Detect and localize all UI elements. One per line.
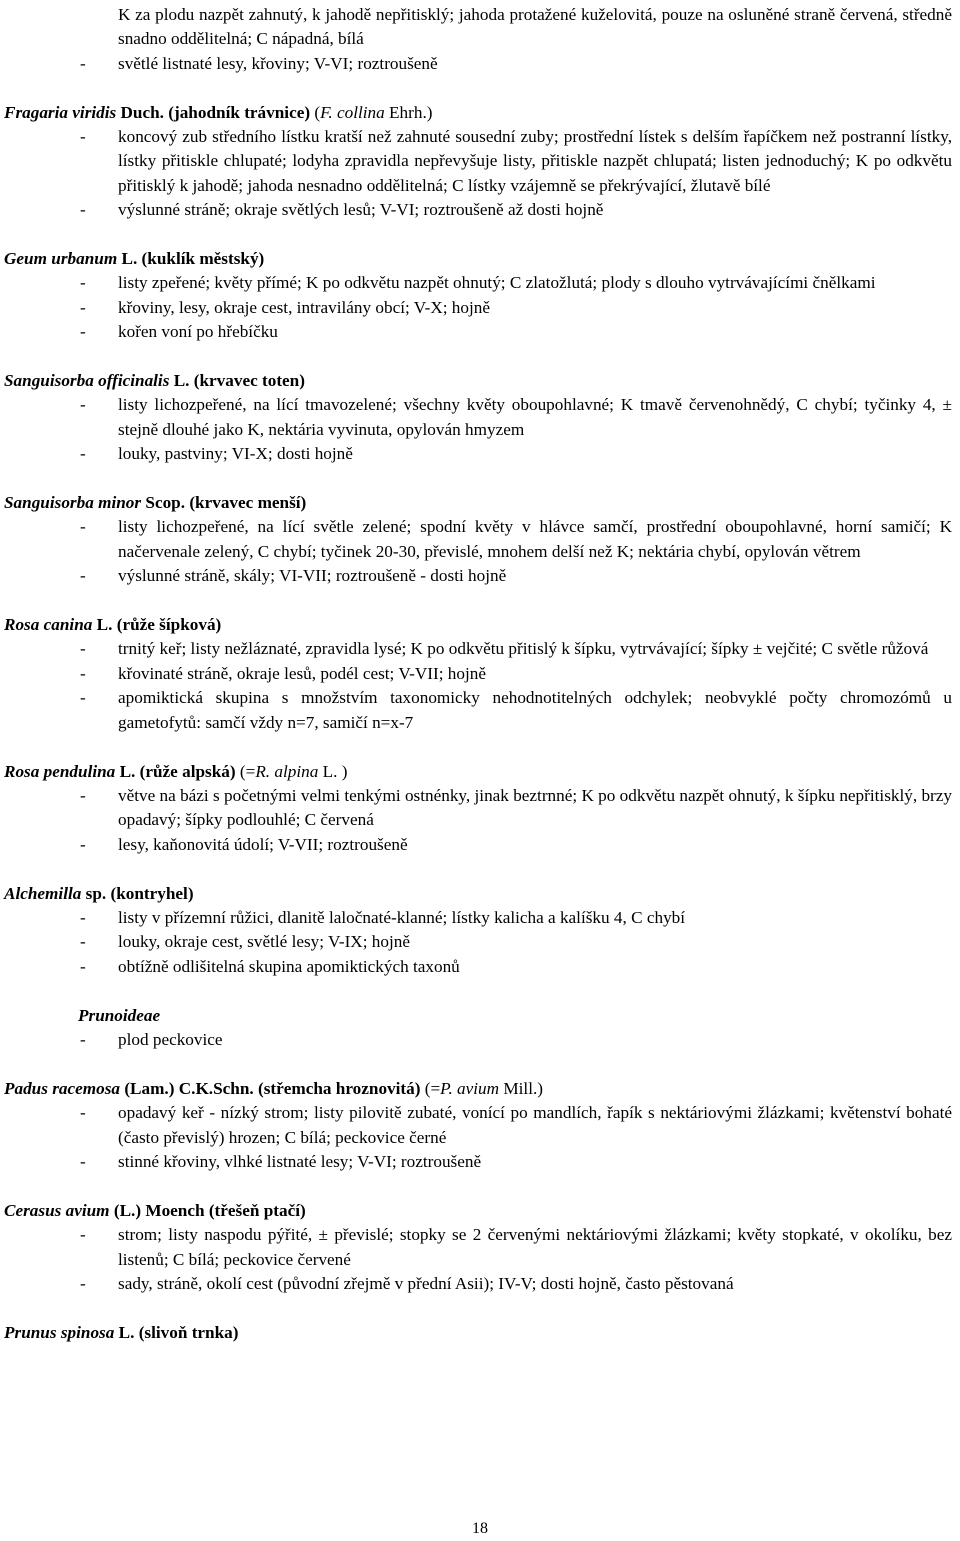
item-text: kořen voní po hřebíčku — [118, 322, 278, 342]
bullet-dash: - — [80, 322, 86, 342]
continuation-text: K za plodu nazpět zahnutý, k jahodě nepřitisklý; jahoda protažené kuželovitá, pouze na osluněné straně červená, středně snadno oddělitelná; C nápadná, bílá — [118, 5, 952, 49]
bullet-dash: - — [80, 932, 86, 952]
species-entry — [0, 1004, 960, 1053]
species-notes — [0, 393, 960, 466]
species-name: Rosa canina — [4, 615, 93, 635]
bullet-dash: - — [80, 200, 86, 220]
bullet-dash: - — [80, 688, 86, 708]
species-name: Padus racemosa — [4, 1078, 121, 1098]
bullet-dash: - — [80, 517, 86, 537]
species-heading — [0, 1077, 960, 1101]
item-text: křovinaté stráně, okraje lesů, podél cest; V-VII; hojně — [118, 663, 486, 683]
bullet-dash: - — [80, 1273, 86, 1293]
list-item — [0, 52, 960, 76]
item-text: listy v přízemní růžici, dlanitě laločnaté-klanné; lístky kalicha a kalíšku 4, C chybí — [118, 907, 686, 927]
bullet-dash: - — [80, 1103, 86, 1123]
species-notes — [0, 906, 960, 979]
list-item — [0, 564, 960, 588]
heading-part: (= — [424, 1078, 441, 1098]
species-entry — [0, 101, 960, 223]
item-text: opadavý keř - nízký strom; listy pilovitě zubaté, vonící po mandlích, řapík s nektáriovými žlázkami; květenství bohaté (často převislý) hrozen; C bílá; peckovice černé — [118, 1103, 952, 1147]
species-name: Cerasus avium — [4, 1200, 110, 1220]
species-notes — [0, 125, 960, 223]
heading-part: (Lam.) C.K.Schn. (střemcha hroznovitá) — [120, 1078, 425, 1098]
item-text: výslunné stráně; okraje světlých lesů; V-VI; roztroušeně až dosti hojně — [118, 200, 604, 220]
list-item — [0, 784, 960, 833]
bullet-dash: - — [80, 444, 86, 464]
species-heading — [0, 760, 960, 784]
list-item — [0, 1223, 960, 1272]
item-text: výslunné stráně, skály; VI-VII; roztroušeně - dosti hojně — [118, 566, 507, 586]
bullet-dash: - — [80, 566, 86, 586]
species-notes — [0, 637, 960, 735]
list-item — [0, 320, 960, 344]
item-text: louky, pastviny; VI-X; dosti hojně — [118, 444, 353, 464]
list-item — [0, 393, 960, 442]
item-text: sady, stráně, okolí cest (původní zřejmě v přední Asii); IV-V; dosti hojně, často pěstovaná — [118, 1273, 734, 1293]
item-text: louky, okraje cest, světlé lesy; V-IX; hojně — [118, 932, 410, 952]
species-entry — [0, 247, 960, 345]
heading-part: (L.) Moench (třešeň ptačí) — [109, 1200, 306, 1220]
list-item — [0, 442, 960, 466]
heading-part: R. alpina — [255, 761, 319, 781]
species-name: Prunus spinosa — [4, 1322, 115, 1342]
species-notes — [0, 1101, 960, 1174]
species-notes — [0, 784, 960, 857]
heading-part: Scop. (krvavec menší) — [141, 493, 307, 513]
species-name: Fragaria viridis — [4, 102, 117, 122]
species-entry — [0, 1321, 960, 1345]
species-name: Geum urbanum — [4, 249, 118, 269]
bullet-dash: - — [80, 395, 86, 415]
bullet-dash: - — [80, 663, 86, 683]
item-text: trnitý keř; listy nežláznaté, zpravidla lysé; K po odkvětu přitislý k šípku, vytrvávající; šípky ± vejčité; C světle růžová — [118, 639, 929, 659]
item-text: křoviny, lesy, okraje cest, intravilány obcí; V-X; hojně — [118, 297, 490, 317]
heading-part: P. avium — [440, 1078, 500, 1098]
bullet-dash: - — [80, 639, 86, 659]
list-item — [0, 930, 960, 954]
list-item — [0, 271, 960, 295]
species-entry — [0, 882, 960, 980]
list-item — [0, 1272, 960, 1296]
list-item — [0, 955, 960, 979]
species-notes — [0, 1223, 960, 1296]
item-text: světlé listnaté lesy, křoviny; V-VI; roztroušeně — [118, 53, 438, 73]
species-entry — [0, 613, 960, 735]
item-text: listy zpeřené; květy přímé; K po odkvětu nazpět ohnutý; C zlatožlutá; plody s dlouho vytrvávajícími čnělkami — [118, 273, 876, 293]
heading-part: Ehrh.) — [384, 102, 433, 122]
species-name: Sanguisorba minor — [4, 493, 142, 513]
species-heading — [0, 1321, 960, 1345]
heading-part: L. (krvavec toten) — [169, 371, 305, 391]
list-item — [0, 637, 960, 661]
intro-list — [0, 52, 960, 76]
list-item — [0, 906, 960, 930]
species-heading — [0, 247, 960, 271]
bullet-dash: - — [80, 1151, 86, 1171]
species-entry — [0, 1077, 960, 1175]
species-notes — [0, 1028, 960, 1052]
heading-part: L. (kuklík městský) — [117, 249, 265, 269]
list-item — [0, 296, 960, 320]
item-text: plod peckovice — [118, 1029, 223, 1049]
species-heading — [0, 1004, 960, 1028]
list-item — [0, 662, 960, 686]
list-item — [0, 515, 960, 564]
species-name: Sanguisorba officinalis — [4, 371, 170, 391]
species-entry — [0, 760, 960, 858]
bullet-dash: - — [80, 956, 86, 976]
species-heading — [0, 882, 960, 906]
bullet-dash: - — [80, 1225, 86, 1245]
bullet-dash: - — [80, 127, 86, 147]
list-item — [0, 686, 960, 735]
species-notes — [0, 515, 960, 588]
bullet-dash: - — [80, 785, 86, 805]
heading-part: L. (slivoň trnka) — [114, 1322, 239, 1342]
bullet-dash: - — [80, 907, 86, 927]
heading-part: L. (růže šípková) — [92, 615, 222, 635]
species-name: Alchemilla — [4, 883, 82, 903]
species-heading — [0, 613, 960, 637]
species-heading — [0, 101, 960, 125]
list-item — [0, 1101, 960, 1150]
species-name: Rosa pendulina — [4, 761, 116, 781]
species-entries — [0, 101, 960, 1346]
item-text: obtížně odlišitelná skupina apomiktických taxonů — [118, 956, 460, 976]
species-heading — [0, 1199, 960, 1223]
heading-part: (= — [239, 761, 256, 781]
list-item — [0, 125, 960, 198]
list-item — [0, 198, 960, 222]
list-item — [0, 1028, 960, 1052]
document-page — [0, 3, 960, 1345]
bullet-dash: - — [80, 273, 86, 293]
species-heading — [0, 491, 960, 515]
item-text: listy lichozpeřené, na lící světle zelené; spodní květy v hlávce samčí, prostřední oboupohlavné, horní samičí; K načervenale zelený, C chybí; tyčinek 20-30, převislé, mnohem delší než K; nektária chybí, opylován větrem — [118, 517, 952, 561]
species-entry — [0, 491, 960, 589]
species-name: Prunoideae — [78, 1005, 161, 1025]
species-heading — [0, 369, 960, 393]
item-text: strom; listy naspodu pýřité, ± převislé; stopky se 2 červenými nektáriovými žlázkami; květy stopkaté, v okolíku, bez listenů; C bílá; peckovice červené — [118, 1225, 952, 1269]
species-entry — [0, 369, 960, 467]
list-item — [0, 1150, 960, 1174]
item-text: větve na bázi s početnými velmi tenkými ostnénky, jinak beztrnné; K po odkvětu nazpět ohnutý, k šípku nepřitisklý, brzy opadavý; šípky podlouhlé; C červená — [118, 785, 952, 830]
heading-part: Mill.) — [499, 1078, 543, 1098]
heading-part: ( — [314, 102, 321, 122]
species-entry — [0, 1199, 960, 1297]
heading-part: L. ) — [318, 761, 348, 781]
item-text: listy lichozpeřené, na lící tmavozelené; všechny květy oboupohlavné; K tmavě červenohnědý, C chybí; tyčinky 4, ± stejně dlouhé jako K, nektária vyvinuta, opylován hmyzem — [118, 395, 952, 439]
heading-part: F. collina — [320, 102, 385, 122]
item-text: koncový zub středního lístku kratší než zahnuté sousední zuby; prostřední lístek s delším řapíčkem než postranní lístky, lístky přitiskle chlupaté; lodyha zpravidla nepřevyšuje listy, přitiskle nazpět chlupatá; listen jednoduchý; K po odkvětu přitisklý k jahodě; jahoda nesnadno oddělitelná; C lístky vzájemně se překrývající, žlutavě bílé — [118, 127, 952, 195]
heading-part: sp. (kontryhel) — [81, 883, 194, 903]
item-text: stinné křoviny, vlhké listnaté lesy; V-VI; roztroušeně — [118, 1151, 482, 1171]
item-text: apomiktická skupina s množstvím taxonomicky nehodnotitelných odchylek; neobvyklé počty chromozómů u gametofytů: samčí vždy n=7, samičí n=x-7 — [118, 688, 952, 732]
bullet-dash: - — [80, 53, 86, 73]
page-number: 18 — [472, 1520, 488, 1537]
item-text: lesy, kaňonovitá údolí; V-VII; roztroušeně — [118, 834, 408, 854]
heading-part: L. (růže alpská) — [115, 761, 240, 781]
bullet-dash: - — [80, 297, 86, 317]
list-item — [0, 833, 960, 857]
heading-part: Duch. (jahodník trávnice) — [116, 102, 315, 122]
bullet-dash: - — [80, 1029, 86, 1049]
bullet-dash: - — [80, 834, 86, 854]
species-notes — [0, 271, 960, 344]
